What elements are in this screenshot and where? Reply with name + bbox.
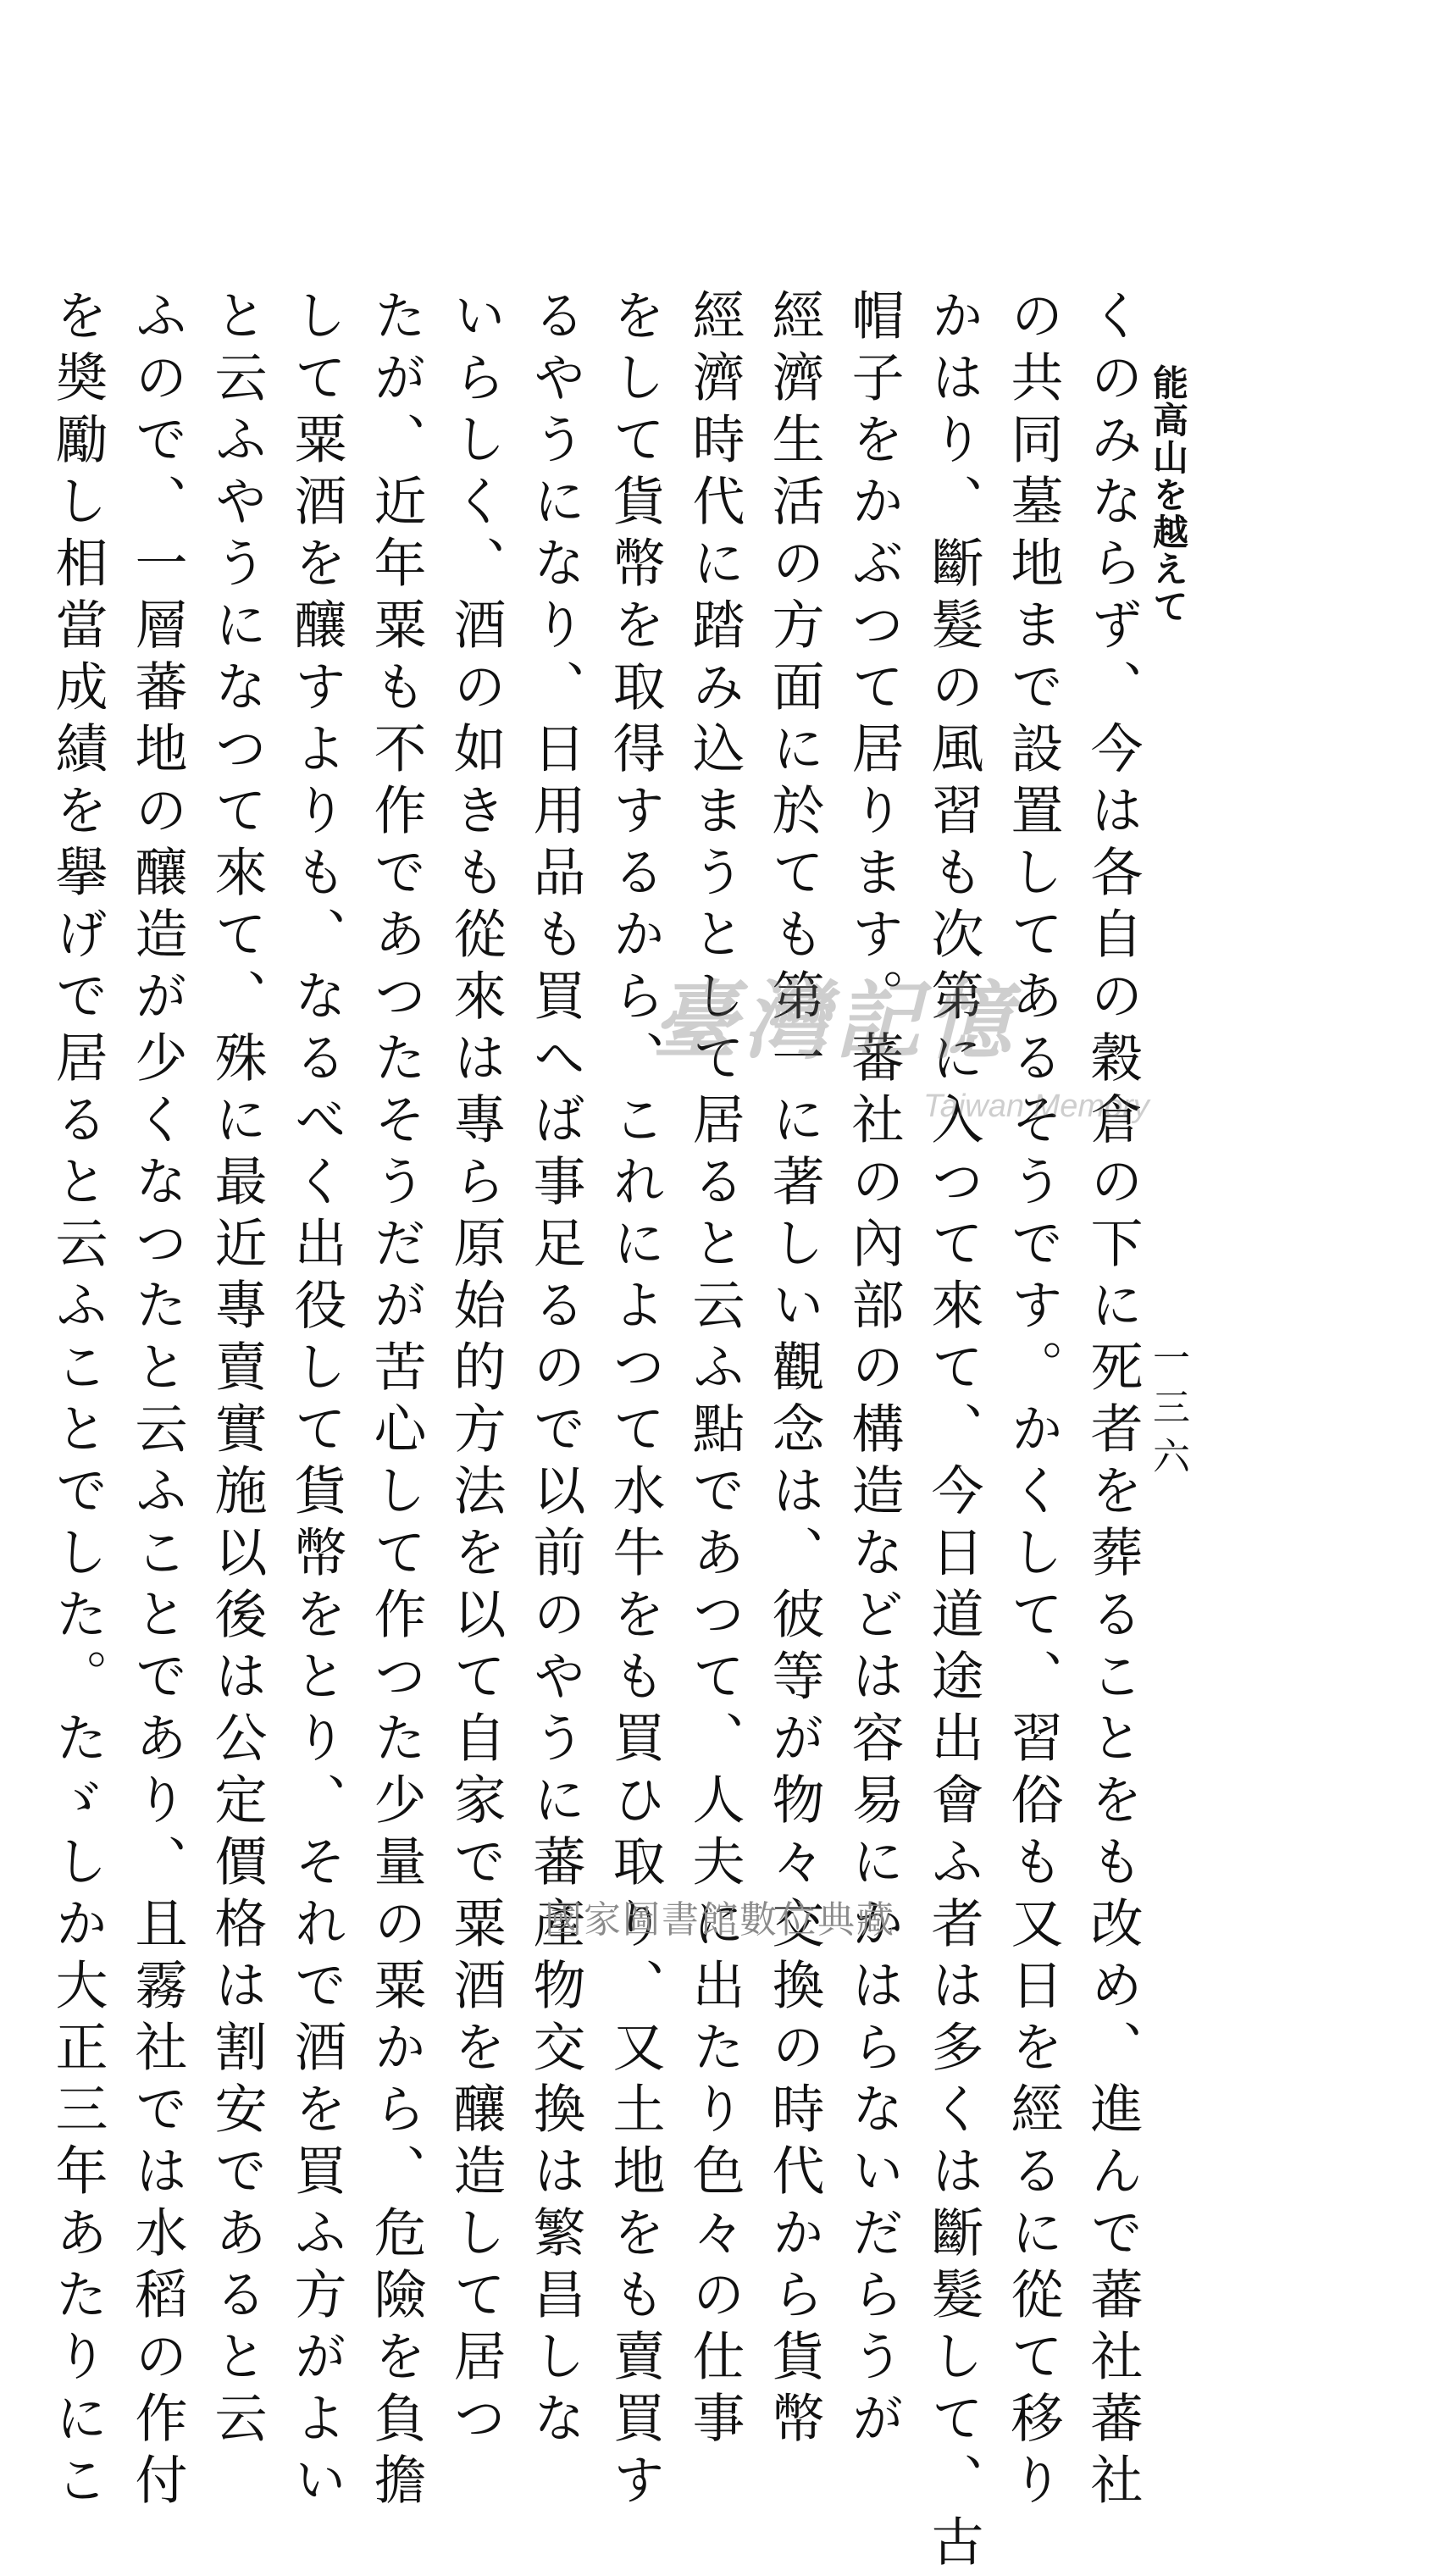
page-number: 一三六 (1146, 1338, 1189, 1486)
text-column: を奬勵し相當成績を擧げで居ると云ふことでした。たゞしか大正三年あたりにこ (47, 288, 108, 2514)
text-column: ふので、一層蕃地の釀造が少くなつたと云ふことであり、且霧社では水稻の作付 (126, 288, 188, 2514)
text-column: 帽子をかぶつて居ります。蕃社の內部の構造などは容易にかはらないだらうが (843, 288, 905, 2452)
archive-footer: 國家圖書館數位典藏 (545, 1898, 895, 1942)
watermark-chinese: 臺灣記憶 (652, 971, 1018, 1071)
text-column: 經濟時代に踏み込まうとして居ると云ふ點であつて、人夫に出たり色々の仕事 (684, 288, 745, 2452)
text-column: るやうになり、日用品も買へば事足るので以前のやうに蕃產物交換は繁昌しな (524, 288, 586, 2452)
text-column: かはり、斷髮の風習も次第に入つて來て、今日道途出會ふ者は多くは斷髮して、古 (922, 288, 984, 2576)
text-column: たが、近年粟も不作であつたそうだが苦心して作つた少量の粟から、危險を負擔 (365, 288, 427, 2514)
taiwan-memory-watermark (652, 971, 1149, 1139)
text-column: 經濟生活の方面に於ても第一に著しい觀念は、彼等が物々交換の時代から貨幣 (763, 288, 825, 2452)
text-column: くのみならず、今は各自の穀倉の下に死者を葬ることをも改め、進んで蕃社蕃社 (1082, 288, 1144, 2514)
watermark-english: Taiwan Memory (923, 1089, 1149, 1124)
text-column: の共同墓地まで設置してあるそうです。かくして、習俗も又日を經るに從て移り (1002, 288, 1064, 2514)
text-column: をして貨幣を取得するから、これによつて水牛をも買ひ取り、又土地をも賣買す (604, 288, 666, 2514)
text-column: と云ふやうになつて來て、殊に最近專賣實施以後は公定價格は割安であると云 (206, 288, 268, 2452)
running-title: 能高山を越えて (1148, 364, 1189, 625)
text-column: して粟酒を釀すよりも、なるべく出役して貨幣をとり、それで酒を買ふ方がよい (285, 288, 347, 2514)
text-column: いらしく、酒の如きも從來は專ら原始的方法を以て自家で粟酒を釀造して居つ (445, 288, 507, 2452)
